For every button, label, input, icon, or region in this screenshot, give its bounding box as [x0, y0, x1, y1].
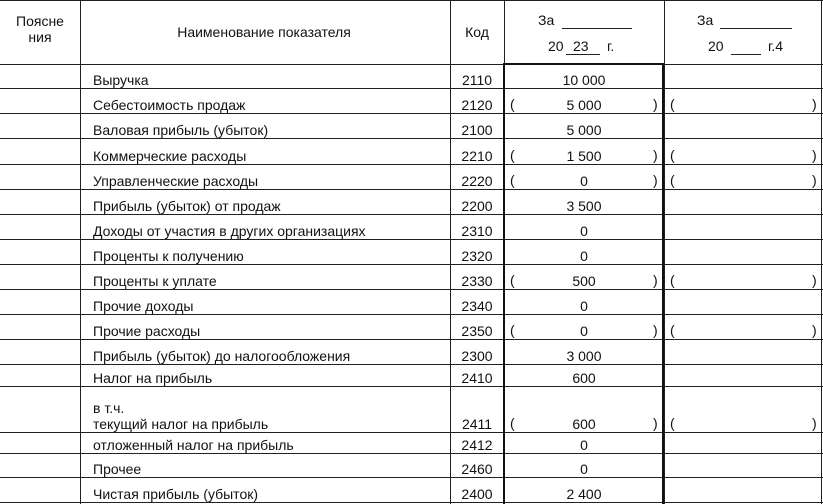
- row-separator: [0, 386, 823, 387]
- row-separator: [0, 502, 823, 503]
- period2-close-paren: ): [812, 96, 817, 112]
- row-separator: [0, 289, 823, 290]
- period1-value: 0: [580, 173, 588, 189]
- period1-value: 0: [580, 223, 588, 239]
- row-code: 2350: [461, 323, 493, 339]
- indicator-column-header: Наименование показателя: [177, 24, 351, 40]
- notes-header-line2: ния: [28, 29, 52, 45]
- period1-close-paren: ): [653, 272, 658, 288]
- period1-border-right: [662, 63, 664, 504]
- row-separator: [0, 264, 823, 265]
- row-code: 2340: [461, 298, 493, 314]
- period1-close-paren: ): [653, 96, 658, 112]
- row-separator: [0, 339, 823, 340]
- period1-value: 0: [580, 323, 588, 339]
- period2-close-paren: ): [812, 322, 817, 338]
- row-name: [81, 166, 449, 191]
- row-name: [81, 479, 449, 504]
- row-code: 2410: [461, 370, 493, 386]
- period1-year-suffix: 23: [573, 38, 589, 54]
- row-code: 2320: [461, 248, 493, 264]
- period1-year-underline: [566, 54, 600, 55]
- period1-value: 1 500: [566, 148, 602, 164]
- row-name: [81, 191, 449, 216]
- row-name: [81, 266, 449, 291]
- period1-value: 600: [572, 370, 596, 386]
- row-name: [81, 341, 449, 366]
- row-name: [81, 140, 449, 166]
- row-code: 2120: [461, 97, 493, 113]
- row-separator: [0, 189, 823, 190]
- period1-close-paren: ): [653, 322, 658, 338]
- row-code: 2300: [461, 348, 493, 364]
- row-name: [81, 434, 449, 455]
- period1-value: 10 000: [562, 72, 606, 88]
- period1-year-unit: г.: [607, 38, 615, 54]
- row-separator: [0, 477, 823, 478]
- row-code: 2330: [461, 273, 493, 289]
- period1-year-prefix: 20: [548, 38, 564, 54]
- period1-border-left: [503, 63, 505, 504]
- row-separator: [0, 239, 823, 240]
- period1-open-paren: (: [510, 147, 515, 163]
- notes-header-line1: Поясне: [16, 13, 64, 29]
- period1-value: 5 000: [566, 122, 602, 138]
- row-name: [81, 291, 449, 316]
- period1-value: 0: [580, 437, 588, 453]
- row-name-text: Чистая прибыль (убыток): [93, 486, 259, 502]
- row-code: 2100: [461, 122, 493, 138]
- period1-value: 0: [580, 298, 588, 314]
- row-code: 2220: [461, 173, 493, 189]
- row-name-text: отложенный налог на прибыль: [93, 437, 294, 453]
- row-name-text: Налог на прибыль: [93, 370, 213, 386]
- period1-open-paren: (: [510, 172, 515, 188]
- period1-value: 500: [572, 273, 596, 289]
- period2-period-underline: [720, 28, 792, 29]
- period1-value: 0: [580, 461, 588, 477]
- period2-open-paren: (: [670, 147, 675, 163]
- row-separator: [0, 453, 823, 454]
- row-name: [81, 366, 449, 388]
- row-name-text: Валовая прибыль (убыток): [93, 122, 269, 138]
- period2-open-paren: (: [670, 415, 675, 431]
- row-name: [81, 241, 449, 266]
- row-code: 2460: [461, 461, 493, 477]
- period2-close-paren: ): [812, 415, 817, 431]
- row-name-text: Выручка: [93, 72, 149, 88]
- period1-value: 5 000: [566, 97, 602, 113]
- period1-border-top: [503, 63, 664, 65]
- row-code: 2412: [461, 437, 493, 453]
- period1-close-paren: ): [653, 147, 658, 163]
- row-name: [81, 90, 449, 115]
- notes-column-header: [0, 13, 80, 45]
- row-name-text: Проценты к уплате: [93, 273, 217, 289]
- period2-for-label: За: [697, 12, 714, 28]
- period1-value: 3 000: [566, 348, 602, 364]
- period2-close-paren: ): [812, 147, 817, 163]
- row-separator: [0, 364, 823, 365]
- period2-year-prefix: 20: [708, 38, 724, 54]
- period1-open-paren: (: [510, 415, 515, 431]
- period1-open-paren: (: [510, 96, 515, 112]
- row-code: 2200: [461, 198, 493, 214]
- code-column-header: Код: [465, 24, 489, 40]
- row-name-text: Прочее: [93, 461, 142, 477]
- row-name-text: Управленческие расходы: [93, 173, 259, 189]
- grid-line: [664, 0, 665, 504]
- period2-open-paren: (: [670, 272, 675, 288]
- period2-open-paren: (: [670, 322, 675, 338]
- row-separator: [0, 88, 823, 89]
- row-name-text: Прочие доходы: [93, 298, 194, 314]
- row-name: [81, 115, 449, 140]
- grid-line: [0, 0, 823, 1]
- period2-year-unit: г.4: [768, 38, 784, 54]
- row-name-text: Коммерческие расходы: [93, 148, 247, 164]
- period1-value: 0: [580, 248, 588, 264]
- period1-close-paren: ): [653, 415, 658, 431]
- period1-for-label: За: [538, 12, 555, 28]
- row-code: 2110: [461, 72, 493, 88]
- row-separator: [0, 64, 823, 65]
- row-separator: [0, 214, 823, 215]
- row-code: 2411: [461, 416, 493, 432]
- row-name-line1: в т.ч.: [93, 400, 125, 416]
- period1-value: 600: [572, 416, 596, 432]
- period2-year-underline: [731, 54, 761, 55]
- row-name-text: Доходы от участия в других организациях: [93, 223, 366, 239]
- grid-line: [821, 0, 822, 504]
- period1-close-paren: ): [653, 172, 658, 188]
- row-code: 2400: [461, 486, 493, 502]
- row-name: [81, 455, 449, 479]
- row-name-text: Прочие расходы: [93, 323, 201, 339]
- row-separator: [0, 113, 823, 114]
- row-separator: [0, 314, 823, 315]
- row-code: 2210: [461, 148, 493, 164]
- row-separator: [0, 164, 823, 165]
- period2-close-paren: ): [812, 172, 817, 188]
- period2-open-paren: (: [670, 172, 675, 188]
- row-name-text: Проценты к получению: [93, 248, 244, 264]
- period1-period-underline: [562, 28, 632, 29]
- row-name: [81, 66, 449, 90]
- period2-open-paren: (: [670, 96, 675, 112]
- period2-close-paren: ): [812, 272, 817, 288]
- period1-open-paren: (: [510, 322, 515, 338]
- row-name: [81, 388, 449, 434]
- row-separator: [0, 138, 823, 139]
- row-code: 2310: [461, 223, 493, 239]
- row-name: [81, 316, 449, 341]
- row-separator: [0, 432, 823, 433]
- period1-value: 2 400: [566, 486, 602, 502]
- row-name-text: Себестоимость продаж: [93, 97, 246, 113]
- period1-value: 3 500: [566, 198, 602, 214]
- row-name-text: Прибыль (убыток) до налогообложения: [93, 348, 351, 364]
- row-name-text: Прибыль (убыток) от продаж: [93, 198, 281, 214]
- period1-open-paren: (: [510, 272, 515, 288]
- row-name: [81, 216, 449, 241]
- row-name-text: текущий налог на прибыль: [93, 416, 269, 432]
